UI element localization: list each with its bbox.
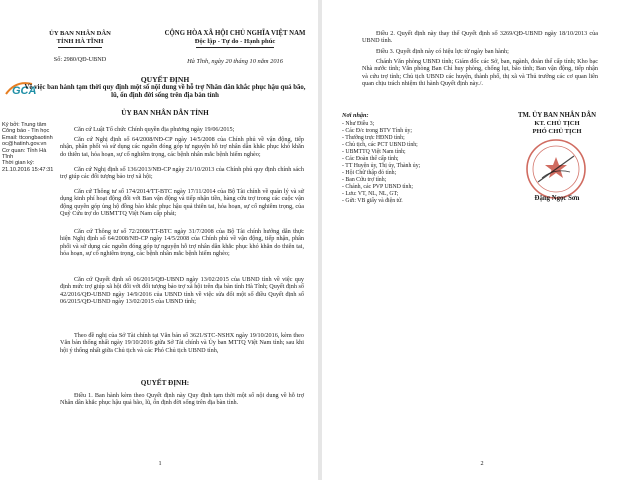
document-page-2 — [322, 0, 640, 480]
stamp-line: Thời gian ký: 21.10.2016 15:47:31 — [2, 160, 54, 173]
article-2: Điều 2. Quyết định này thay thế Quyết định số 3269/QĐ-UBND ngày 18/10/2013 của UBND tỉnh. — [362, 30, 598, 45]
org-underline — [58, 47, 102, 48]
recipient-item: - UBMTTQ Việt Nam tỉnh; — [342, 149, 406, 155]
digital-signature-stamp — [2, 122, 54, 173]
recipient-item: - Lưu: VT, NL, NL, GT; — [342, 191, 399, 197]
stamp-line: Email: ttcongbaotinhoc@hatinh.gov.vn — [2, 134, 53, 148]
signature-authority-line1: TM. ỦY BAN NHÂN DÂN — [517, 112, 597, 119]
recipient-item: - Ban Cứu trợ tỉnh; — [342, 177, 387, 183]
recipient-item: - Chánh, các PVP UBND tỉnh; — [342, 184, 413, 190]
decides-heading: QUYẾT ĐỊNH: — [140, 379, 190, 387]
svg-text:GCA: GCA — [12, 85, 37, 97]
signature-authority-line2: KT. CHỦ TỊCH — [534, 120, 580, 127]
preamble-paragraph: Căn cứ Nghị định số 136/2013/NĐ-CP ngày 21/10/2013 của Chính phủ quy định chính sách trợ giúp các đối tượng bảo trợ xã hội; — [60, 166, 304, 181]
preamble-paragraph: Căn cứ Quyết định số 06/2015/QĐ-UBND ngày 13/02/2015 của UBND tỉnh về việc quy định mức trợ giúp xã hội đối với đối tượng bảo trợ xã hội trên địa bàn tỉnh Hà Tĩnh; Quyết định số 42/2016/QĐ-UBND ngày 14/9/2016 của UBND tỉnh về việc sửa đổi một số điều Quyết định số 06/2015/QĐ-UBND ngày 13/02/2015 của UBND tỉnh; — [60, 276, 304, 306]
recipients-heading: Nơi nhận: — [342, 112, 369, 119]
document-number: Số: 2980/QĐ-UBND — [53, 56, 107, 63]
signature-authority-line3: PHÓ CHỦ TỊCH — [532, 128, 582, 135]
motto-underline — [196, 47, 274, 48]
preamble-paragraph: Căn cứ Thông tư số 72/2008/TT-BTC ngày 31/7/2008 của Bộ Tài chính hướng dẫn thực hiện Nghị định số 64/2008/NĐ-CP ngày 14/5/2008 của Chính phủ về vận động, tiếp nhận, phân phối và sử dụng các nguồn đóng góp tự nguyện hỗ trợ nhân dân khắc phục khó khăn do thiên tai, hỏa hoạn, sự cố nghiêm trọng, các bệnh nhân mắc bệnh hiểm nghèo; — [60, 228, 304, 258]
recipient-item: - Hội Chữ thập đỏ tỉnh; — [342, 170, 397, 176]
preamble-paragraph: Căn cứ Nghị định số 64/2008/NĐ-CP ngày 14/5/2008 của Chính phủ về vận động, tiếp nhận, phân phối và sử dụng các nguồn đóng góp tự nguyện hỗ trợ nhân dân khắc phục khó khăn do thiên tai, hỏa hoạn, sự cố nghiêm trọng, các bệnh nhân mắc bệnh hiểm nghèo; — [60, 136, 304, 158]
stamp-line: Ký bởi: Trung tâm Công báo - Tin học — [2, 122, 50, 135]
article-1: Điều 1. Ban hành kèm theo Quyết định này Quy định tạm thời một số nội dung về hỗ trợ Nhân dân khắc phục hậu quả bão, lũ, ổn định đời sống trên địa bàn tỉnh. — [60, 392, 304, 407]
document-type: QUYẾT ĐỊNH — [140, 75, 190, 84]
recipient-item: - Thường trực HĐND tỉnh; — [342, 135, 405, 141]
stamp-line: Cơ quan: Tỉnh Hà Tĩnh — [2, 147, 47, 161]
page-number: 1 — [158, 460, 162, 467]
page-number: 2 — [480, 460, 484, 467]
recipient-item: - TT Huyện ủy, Thị ủy, Thành ủy; — [342, 163, 421, 169]
recipient-item: - Các Đ/c trong BTV Tỉnh ủy; — [342, 128, 412, 134]
recipient-item: - Như Điều 3; — [342, 121, 375, 127]
issuing-body-heading: ỦY BAN NHÂN DÂN TỈNH — [121, 109, 209, 117]
recipient-item: - Gửi: VB giấy và điện tử. — [342, 198, 403, 204]
issuing-org-line2: TỈNH HÀ TĨNH — [56, 38, 104, 45]
preamble-paragraph: Căn cứ Thông tư số 174/2014/TT-BTC ngày 17/11/2014 của Bộ Tài chính về quản lý và sử dụng kinh phí hoạt động đối với Ban vận động và tiếp nhận tiền, hàng cứu trợ trong các cuộc vận động quyên góp ủng hộ đồng bào khắc phục hậu quả thiên tai, hỏa hoạn, sự cố nghiêm trọng, của Quỹ Cứu trợ do UBMTTQ Việt Nam cấp phát; — [60, 188, 304, 218]
article-3-detail: Chánh Văn phòng UBND tỉnh; Giám đốc các Sở, ban, ngành, đoàn thể cấp tỉnh; Kho bạc Nhà nước tỉnh; Văn phòng Ban Chỉ huy phòng, chống lụt, bão tỉnh; Ban vận động, tiếp nhận và cứu trợ tỉnh; Chủ tịch UBND các huyện, thành phố, thị xã và Thủ trưởng các cơ quan liên quan chịu trách nhiệm thi hành Quyết định này./. — [362, 58, 598, 88]
signer-name: Đặng Ngọc Sơn — [534, 195, 580, 202]
national-title: CỘNG HÒA XÃ HỘI CHỦ NGHĨA VIỆT NAM — [164, 30, 306, 37]
issuing-org-line1: ỦY BAN NHÂN DÂN — [49, 30, 111, 37]
document-page-1 — [0, 0, 318, 480]
document-subtitle: Về việc ban hành tạm thời quy định một số nội dung về hỗ trợ Nhân dân khắc phục hậu quả bão, lũ, ổn định đời sống trên địa bàn tỉnh — [24, 84, 306, 99]
preamble-paragraph: Theo đề nghị của Sở Tài chính tại Văn bản số 3621/STC-NSHX ngày 19/10/2016, kèm theo Văn bản thống nhất ngày 19/10/2016 giữa Sở Tài chính và Ủy ban MTTQ Việt Nam tỉnh; sau khi hội ý thống nhất giữa Chủ tịch và các Phó Chủ tịch UBND tỉnh, — [60, 332, 304, 354]
recipient-item: - Chủ tịch, các PCT UBND tỉnh; — [342, 142, 418, 148]
preamble-paragraph: Căn cứ Luật Tổ chức Chính quyền địa phương ngày 19/06/2015; — [74, 126, 235, 133]
recipient-item: - Các Đoàn thể cấp tỉnh; — [342, 156, 399, 162]
article-3: Điều 3. Quyết định này có hiệu lực từ ngày ban hành; — [376, 48, 509, 55]
place-date: Hà Tĩnh, ngày 20 tháng 10 năm 2016 — [187, 58, 283, 65]
official-seal-icon — [524, 138, 588, 200]
national-motto: Độc lập - Tự do - Hạnh phúc — [194, 38, 276, 45]
